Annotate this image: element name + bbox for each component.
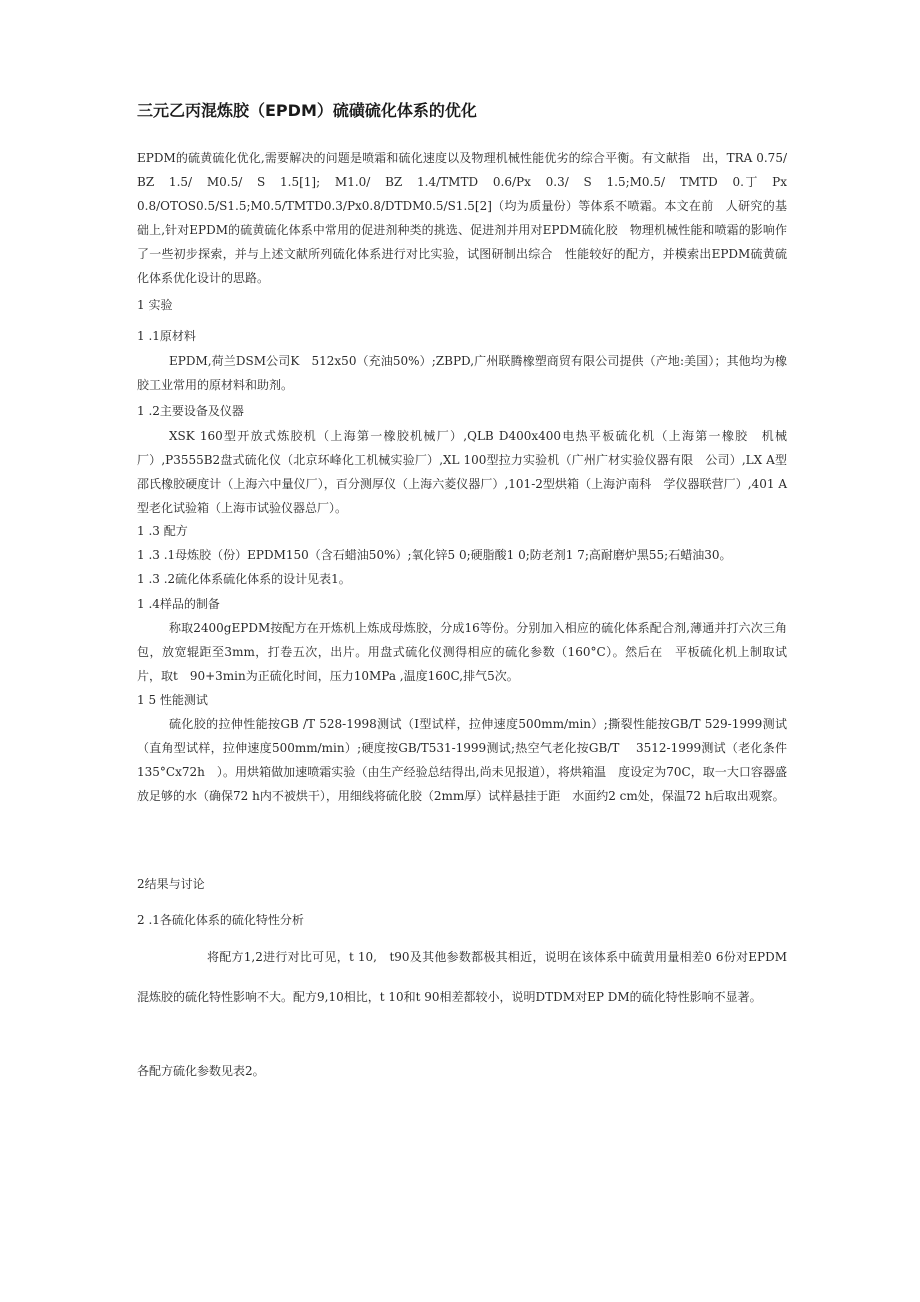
section-1-2-heading: 1 .2主要设备及仪器	[137, 404, 244, 418]
section-1-heading: 1 实验	[137, 298, 173, 312]
section-1-2-paragraph: XSK 160型开放式炼胶机（上海第一橡胶机械厂）,QLB D400x400电热平板硫化机（上海第一橡胶 机械厂）,P3555B2盘式硫化仪（北京环峰化工机械实验厂）,XL 100型拉力实验机（广州广材实验仪器有限 公司）,LX A型邵氏橡胶硬度计（上海六中量仪厂），百分测厚仪（上海六菱仪器厂）,101-2型烘箱（上海沪南科 学仪器联营厂）,401 A型老化试验箱（上海市试验仪器总厂）。	[137, 429, 787, 515]
section-1-4-paragraph: 称取2400gEPDM按配方在开炼机上炼成母炼胶，分成16等份。分别加入相应的硫化体系配合剂,薄通并打六次三角包，放宽辊距至3mm，打卷五次，出片。用盘式硫化仪测得相应的硫化参数（160°C）。然后在 平板硫化机上制取试片，取t 90+3min为正硫化时间，压力10MPa ,温度160C,排气5次。	[137, 621, 787, 683]
table-2-reference: 各配方硫化参数见表2。	[137, 1064, 265, 1078]
intro-paragraph: EPDM的硫黄硫化优化,需要解决的问题是喷霜和硫化速度以及物理机械性能优劣的综合平衡。有文献指 出，TRA 0.75/ BZ 1.5/ M0.5/ S 1.5[1]; M1.0/ BZ 1.4/TMTD 0.6/Px 0.3/ S 1.5;M0.5/ TMTD 0.丁 Px 0.8/OTOS0.5/S1.5;M0.5/TMTD0.3/Px0.8/DTDM0.5/S1.5[2]（均为质量份）等体系不喷霜。本文在前 人研究的基础上,针对EPDM的硫黄硫化体系中常用的促进剂种类的挑选、促进剂并用对EPDM硫化胶 物理机械性能和喷霜的影响作了一些初步探索，并与上述文献所列硫化体系进行对比实验，试图研制出综合 性能较好的配方，并模索出EPDM硫黄硫化体系优化设计的思路。	[137, 151, 800, 285]
section-1-3-heading: 1 .3 配方	[137, 524, 188, 538]
section-2-heading: 2结果与讨论	[137, 877, 205, 891]
section-1-1-heading: 1 .1原材料	[137, 329, 196, 343]
section-1-3-2-line: 1 .3 .2硫化体系硫化体系的设计见表1。	[137, 572, 351, 586]
section-1-1-paragraph: EPDM,荷兰DSM公司K 512x50（充油50%）;ZBPD,广州联腾橡塑商贸有限公司提供（产地:美国）；其他均为橡胶工业常用的原材料和助剂。	[137, 354, 787, 392]
section-1-5-paragraph: 硫化胶的拉伸性能按GB /T 528-1998测试（I型试样，拉伸速度500mm/min）;撕裂性能按GB/T 529-1999测试（直角型试样，拉伸速度500mm/min）;硬度按GB/T531-1999测试;热空气老化按GB/T 3512-1999测试（老化条件135°Cx72h ）。用烘箱做加速喷霜实验（由生产经验总结得出,尚未见报道），将烘箱温 度设定为70C，取一大口容器盛放足够的水（确保72 h内不被烘干），用细线将硫化胶（2mm厚）试样悬挂于距 水面约2 cm处，保温72 h后取出观察。	[137, 717, 787, 803]
section-1-5-heading: 1 5 性能测试	[137, 693, 208, 707]
document-title: 三元乙丙混炼胶（EPDM）硫磺硫化体系的优化	[137, 101, 477, 120]
section-1-3-1-line: 1 .3 .1母炼胶（份）EPDM150（含石蜡油50%）;氧化锌5 0;硬脂酸1 0;防老剂1 7;高耐磨炉黑55;石蜡油30。	[137, 548, 732, 562]
section-1-4-heading: 1 .4样品的制备	[137, 597, 220, 611]
section-2-1-heading: 2 .1各硫化体系的硫化特性分析	[137, 913, 304, 927]
section-2-1-paragraph: 将配方1,2进行对比可见，t 10, t90及其他参数都极其相近，说明在该体系中硫黄用量相差0 6份对EPDM混炼胶的硫化特性影响不大。配方9,10相比，t 10和t 90相差都较小，说明DTDM对EP DM的硫化特性影响不显著。	[137, 950, 787, 1004]
